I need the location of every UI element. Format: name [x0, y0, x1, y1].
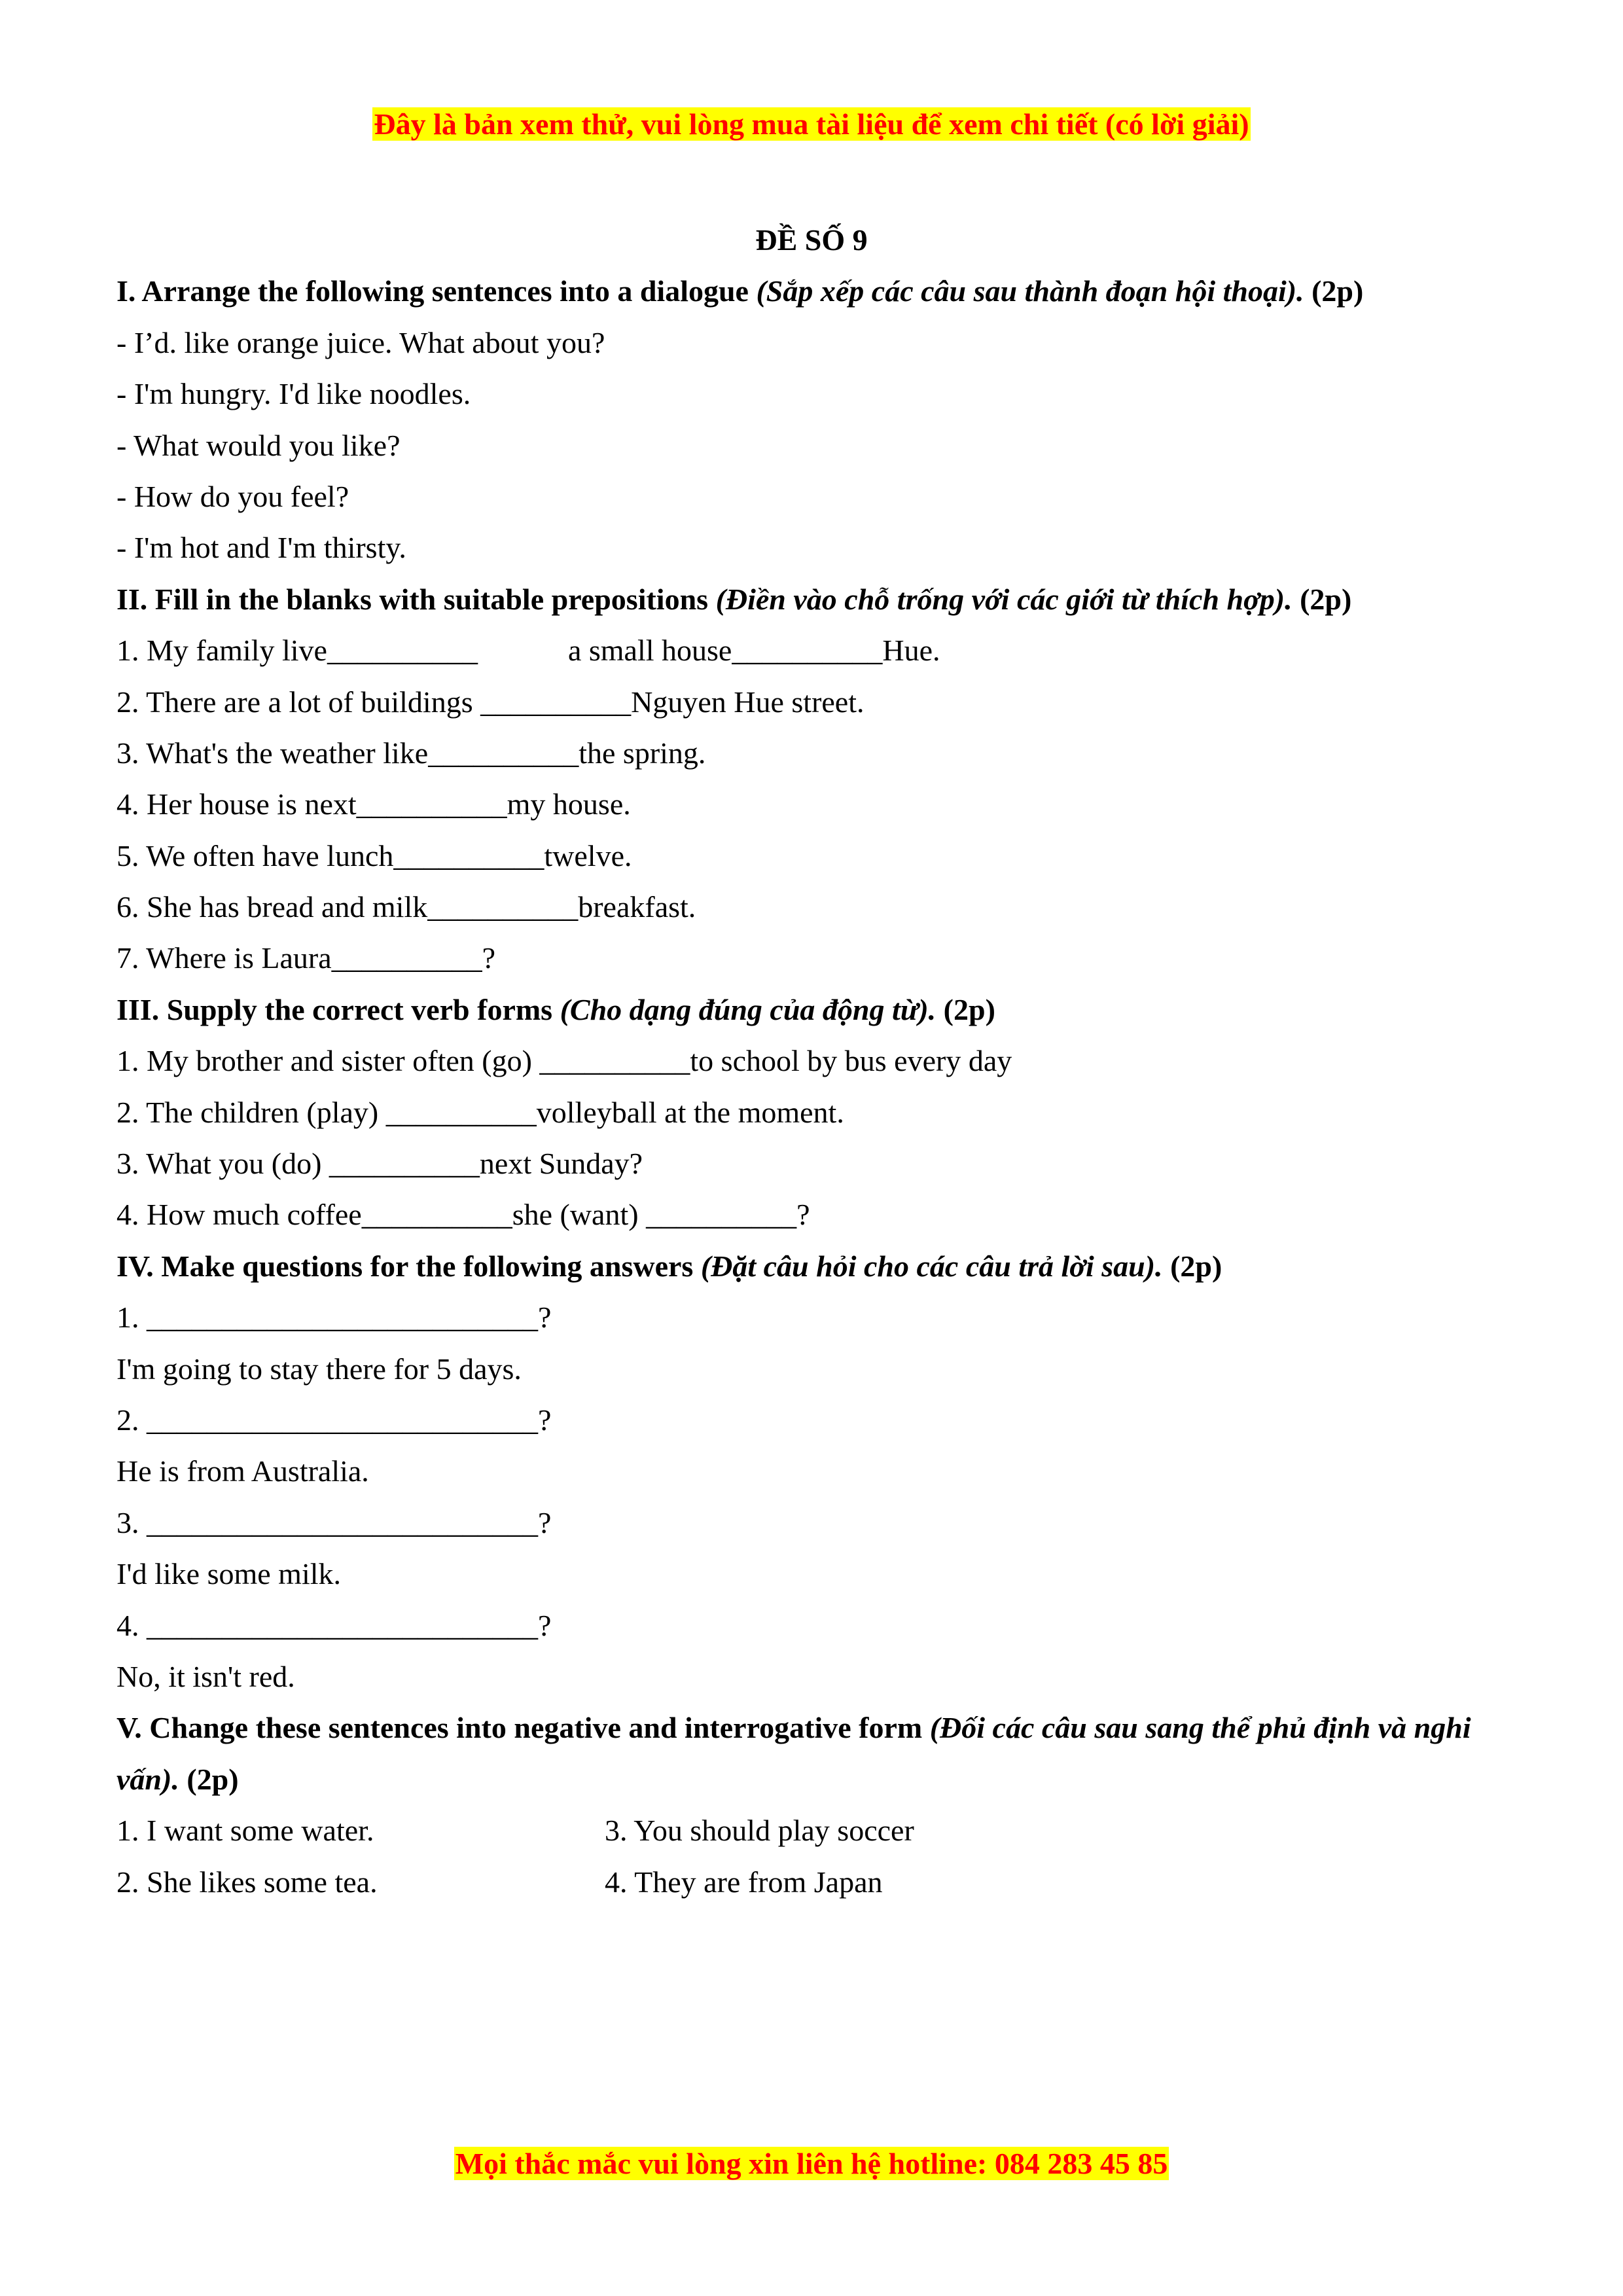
section-2-heading-text: II. Fill in the blanks with suitable prepositions — [116, 582, 716, 616]
section-3-line: 4. How much coffee__________she (want) __________? — [116, 1198, 810, 1232]
preview-notice-text: Đây là bản xem thử, vui lòng mua tài liệu để xem chi tiết (có lời giải) — [374, 107, 1249, 141]
section-4-heading-vi: (Đặt câu hỏi cho các câu trả lời sau). — [700, 1249, 1163, 1283]
section-4-line: 1. __________________________? — [116, 1300, 552, 1335]
section-5-heading-vi: (Đối các câu sau sang thể phủ định và nghi vấn). — [116, 1711, 1471, 1796]
section-1-line: - What would you like? — [116, 428, 401, 462]
section-2-heading — [116, 574, 1507, 625]
section-3-line: 2. The children (play) __________volleyball at the moment. — [116, 1095, 844, 1129]
section-3-heading — [116, 984, 1507, 1035]
exam-title: ĐỀ SỐ 9 — [755, 223, 868, 257]
section-1-line: - I'm hot and I'm thirsty. — [116, 531, 406, 565]
section-5-heading-text: V. Change these sentences into negative and interrogative form — [116, 1711, 930, 1745]
section-1-line: - I’d. like orange juice. What about you? — [116, 325, 605, 359]
hotline-banner — [116, 2144, 1507, 2183]
section-4-heading-text: IV. Make questions for the following answers — [116, 1249, 701, 1283]
section-2-line: 6. She has bread and milk__________breakfast. — [116, 890, 696, 924]
section-2-line: 1. My family live__________ a small house__________Hue. — [116, 634, 940, 668]
section-2-line: 2. There are a lot of buildings __________Nguyen Hue street. — [116, 685, 865, 719]
document-page — [116, 0, 1507, 2296]
section-4-line: I'm going to stay there for 5 days. — [116, 1352, 522, 1386]
section-2-points: (2p) — [1292, 582, 1352, 616]
section-4-line: No, it isn't red. — [116, 1659, 295, 1693]
section-2-line: 4. Her house is next__________my house. — [116, 787, 631, 821]
section-5-item: 3. You should play soccer — [605, 1814, 914, 1848]
section-4-line: 3. __________________________? — [116, 1505, 552, 1539]
section-5-item: 2. She likes some tea. — [116, 1865, 378, 1899]
section-3-heading-text: III. Supply the correct verb forms — [116, 992, 560, 1026]
section-2-line: 7. Where is Laura__________? — [116, 941, 496, 975]
section-4-line: I'd like some milk. — [116, 1557, 342, 1591]
section-4-heading — [116, 1241, 1507, 1292]
section-3-line: 1. My brother and sister often (go) __________to school by bus every day — [116, 1044, 1012, 1078]
section-5-row — [116, 1857, 1507, 1908]
section-1-heading — [116, 266, 1507, 317]
section-5-heading — [116, 1702, 1507, 1805]
section-5-item: 4. They are from Japan — [605, 1865, 883, 1899]
section-4-line: 2. __________________________? — [116, 1403, 552, 1437]
exam-content — [116, 215, 1507, 1908]
section-1-heading-vi: (Sắp xếp các câu sau thành đoạn hội thoại). — [756, 274, 1304, 308]
section-1-heading-text: I. Arrange the following sentences into a dialogue — [116, 274, 757, 308]
section-3-points: (2p) — [936, 992, 995, 1026]
section-1-line: - I'm hungry. I'd like noodles. — [116, 377, 471, 411]
section-3-line: 3. What you (do) __________next Sunday? — [116, 1147, 643, 1181]
section-2-heading-vi: (Điền vào chỗ trống với các giới từ thích hợp). — [715, 582, 1293, 616]
preview-notice-banner — [116, 105, 1507, 144]
section-5-row — [116, 1805, 1507, 1856]
section-4-points: (2p) — [1162, 1249, 1222, 1283]
section-2-line: 3. What's the weather like__________the spring. — [116, 736, 706, 770]
section-1-line: - How do you feel? — [116, 479, 349, 513]
section-2-line: 5. We often have lunch__________twelve. — [116, 838, 632, 872]
section-5-item: 1. I want some water. — [116, 1814, 374, 1848]
hotline-text: Mọi thắc mắc vui lòng xin liên hệ hotline: 084 283 45 85 — [455, 2147, 1168, 2180]
section-4-line: He is from Australia. — [116, 1454, 369, 1488]
section-5-points: (2p) — [179, 1762, 239, 1796]
section-1-points: (2p) — [1304, 274, 1364, 308]
section-4-line: 4. __________________________? — [116, 1608, 552, 1642]
section-3-heading-vi: (Cho dạng đúng của động từ). — [560, 992, 936, 1026]
